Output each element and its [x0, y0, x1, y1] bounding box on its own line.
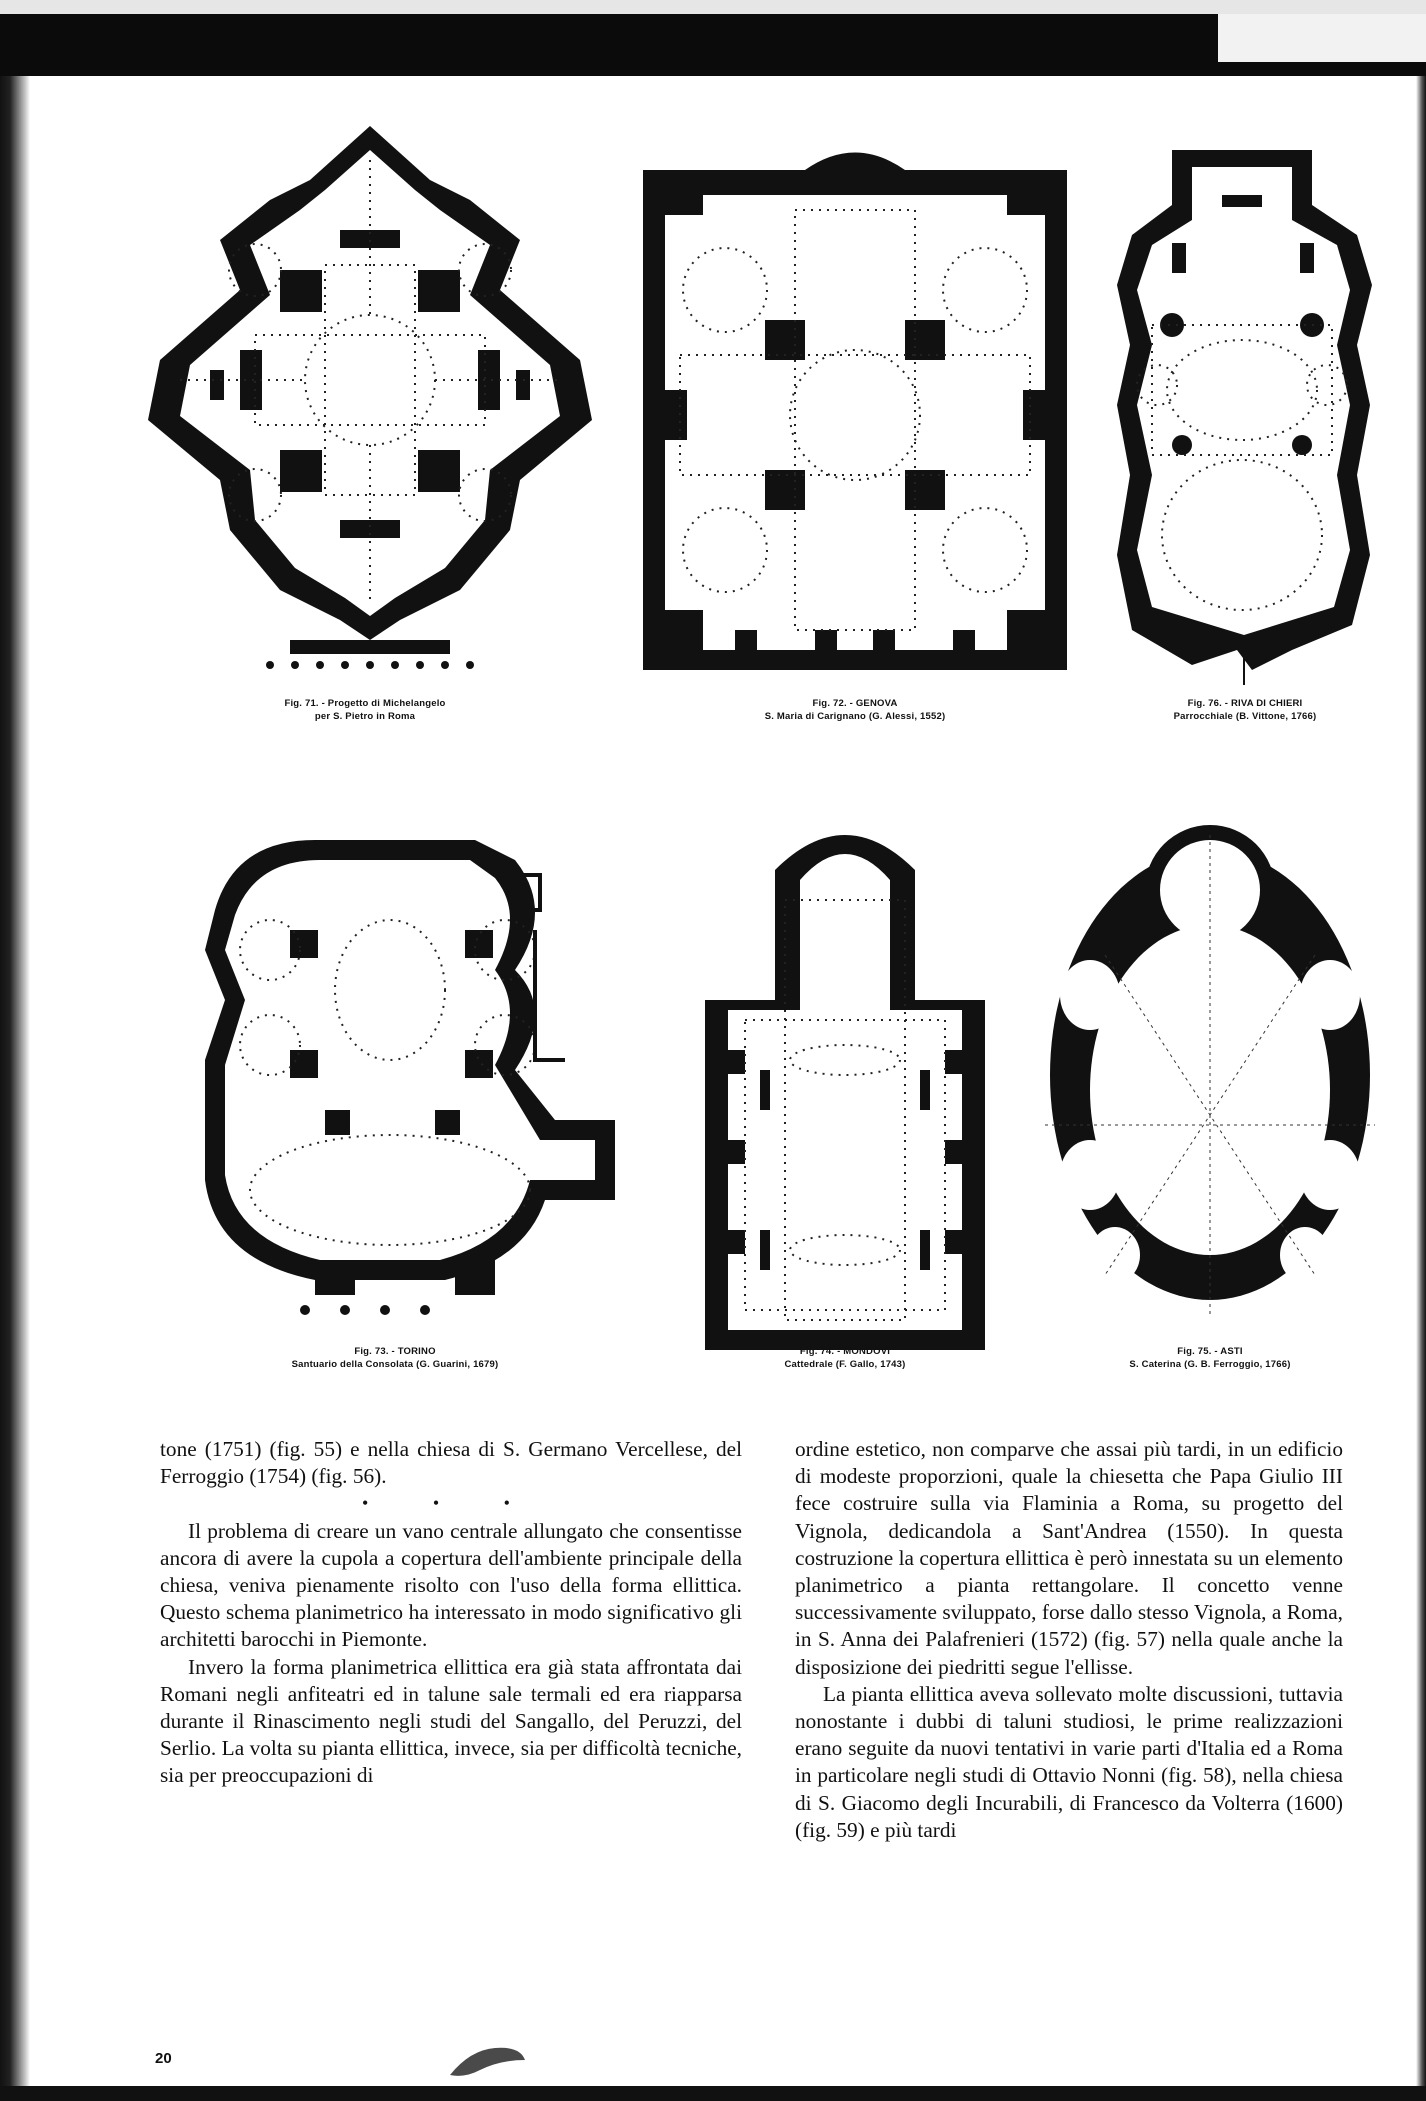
section-separator: • • • — [362, 1493, 540, 1514]
plan-genova-carignano — [635, 140, 1075, 680]
caption-fig74-subtitle: Cattedrale (F. Gallo, 1743) — [784, 1359, 906, 1370]
caption-fig76-title: Fig. 76. - RIVA DI CHIERI — [1187, 698, 1303, 709]
caption-fig75-subtitle: S. Caterina (G. B. Ferroggio, 1766) — [1129, 1359, 1291, 1370]
text-column-left — [160, 1436, 742, 1790]
scan-top-tab — [1218, 14, 1426, 62]
scan-right-border — [1416, 76, 1426, 2101]
text-column-right — [795, 1436, 1343, 1844]
plan-michelangelo-st-peter — [140, 120, 600, 680]
right-paragraph-1: ordine estetico, non comparve che assai più tardi, in un edificio di modeste proporzioni, quale la chiesetta che Papa Giulio III fece costruire sulla via Flaminia a Roma, su progetto del Vignola, dedicandola a Sant'Andrea (1550). In questa costruzione la copertura ellittica è però innestata su un elemento planimetrico a pianta rettangolare. Il concetto venne successivamente sviluppato, forse dallo stesso Vignola, a Roma, in S. Anna dei Palafrenieri (1572) (fig. 57) nella quale anche la disposizione dei piedritti segue l'ellisse. — [795, 1437, 1343, 1679]
right-paragraph-2: La pianta ellittica aveva sollevato molte discussioni, tuttavia nonostante i dubbi di taluni studiosi, le prime realizzazioni erano seguite da nuovi tentativi in varie parti d'Italia ed a Roma in particolare negli studi di Ottavio Nonni (fig. 58), nella chiesa di S. Giacomo degli Incurabili, di Francesco da Volterra (1600) (fig. 59) e più tardi — [795, 1681, 1343, 1842]
plan-torino-consolata — [195, 820, 625, 1340]
page-number: 20 — [155, 2050, 172, 2067]
scan-top-band — [0, 0, 1426, 14]
caption-fig72-title: Fig. 72. - GENOVA — [812, 698, 898, 709]
caption-fig76 — [1110, 697, 1380, 723]
caption-fig73-title: Fig. 73. - TORINO — [354, 1346, 436, 1357]
caption-fig71-subtitle: per S. Pietro in Roma — [314, 711, 416, 722]
caption-fig73-subtitle: Santuario della Consolata (G. Guarini, 1679) — [291, 1359, 499, 1370]
caption-fig76-subtitle: Parrocchiale (B. Vittone, 1766) — [1173, 711, 1317, 722]
plan-asti-caterina — [1045, 815, 1375, 1340]
caption-fig73 — [185, 1345, 605, 1371]
caption-fig72-subtitle: S. Maria di Carignano (G. Alessi, 1552) — [764, 711, 946, 722]
left-paragraph-1: tone (1751) (fig. 55) e nella chiesa di S. Germano Vercellese, del Ferroggio (1754) (fig. 56). — [160, 1437, 742, 1489]
scan-left-border — [0, 76, 30, 2101]
caption-fig71 — [180, 697, 550, 723]
caption-fig74 — [700, 1345, 990, 1371]
caption-fig71-title: Fig. 71. - Progetto di Michelangelo — [284, 698, 446, 709]
caption-fig75-title: Fig. 75. - ASTI — [1177, 1346, 1243, 1357]
plan-riva-di-chieri — [1112, 145, 1377, 685]
scan-smudge — [440, 2040, 530, 2080]
plan-mondovi-cattedrale — [700, 810, 990, 1350]
scan-bottom-border — [0, 2086, 1426, 2101]
left-paragraph-3: Invero la forma planimetrica ellittica era già stata affrontata dai Romani negli anfiteatri ed in talune sale termali ed era riapparsa durante il Rinascimento negli studi del Sangallo, del Peruzzi, del Serlio. La volta su pianta ellittica, invece, sia per difficoltà tecniche, sia per preoccupazioni di — [160, 1654, 742, 1788]
scan-top-border — [0, 14, 1426, 76]
left-paragraph-2: Il problema di creare un vano centrale allungato che consentisse ancora di avere la cupola a copertura dell'ambiente principale della chiesa, veniva pienamente risolto con l'uso della forma ellittica. Questo schema planimetrico ha interessato in modo significativo gli architetti barocchi in Piemonte. — [160, 1518, 742, 1652]
caption-fig72 — [680, 697, 1030, 723]
caption-fig75 — [1040, 1345, 1380, 1371]
caption-fig74-title: Fig. 74. - MONDOVÌ — [799, 1346, 891, 1357]
